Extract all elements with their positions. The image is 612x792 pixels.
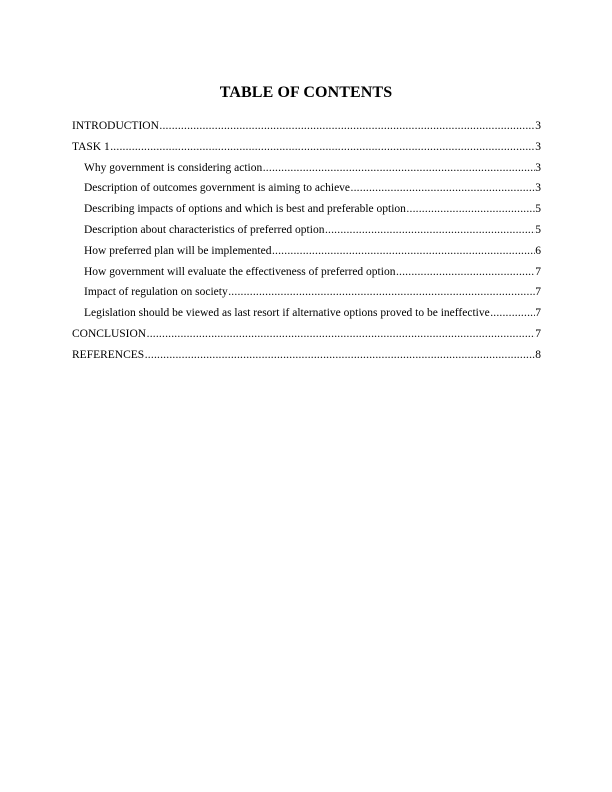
toc-dot-leader	[228, 282, 535, 303]
toc-entry-label: REFERENCES	[72, 348, 145, 361]
toc-page-number: 3	[535, 182, 541, 195]
toc-dot-leader	[272, 241, 535, 262]
toc-page-number: 7	[535, 286, 541, 299]
toc-entry-characteristics[interactable]	[72, 220, 541, 241]
toc-page-number: 7	[535, 327, 541, 340]
toc-entry-why-government[interactable]	[72, 158, 541, 179]
toc-dot-leader	[263, 158, 535, 179]
toc-dot-leader	[145, 345, 535, 366]
toc-page-number: 7	[535, 265, 541, 278]
toc-entry-task-1[interactable]	[72, 137, 541, 158]
toc-entry-outcomes[interactable]	[72, 178, 541, 199]
toc-entry-label: CONCLUSION	[72, 327, 147, 340]
toc-dot-leader	[159, 116, 534, 137]
toc-dot-leader	[351, 178, 535, 199]
toc-entry-label: How preferred plan will be implemented	[84, 244, 272, 257]
toc-entry-label: Why government is considering action	[84, 161, 263, 174]
toc-page-number: 5	[535, 203, 541, 216]
toc-entry-conclusion[interactable]	[72, 324, 541, 345]
toc-entry-label: Description of outcomes government is aiming to achieve	[84, 182, 351, 195]
toc-dot-leader	[325, 220, 535, 241]
toc-page-number: 8	[535, 348, 541, 361]
page-title: TABLE OF CONTENTS	[219, 84, 393, 101]
toc-dot-leader	[110, 137, 535, 158]
toc-entry-impacts-of-options[interactable]	[72, 199, 541, 220]
toc-entry-label: Impact of regulation on society	[84, 286, 228, 299]
toc-page-number: 3	[535, 140, 541, 153]
toc-page-number: 3	[535, 120, 541, 132]
toc-dot-leader	[396, 262, 535, 283]
toc-dot-leader	[406, 199, 534, 220]
toc-entry-label: Legislation should be viewed as last resort if alternative options proved to be ineffective	[84, 307, 490, 320]
toc-entry-implementation[interactable]	[72, 241, 541, 262]
toc-entry-label: How government will evaluate the effectiveness of preferred option	[84, 265, 396, 278]
toc-entry-legislation[interactable]	[72, 303, 541, 324]
toc-page-number: 6	[535, 244, 541, 257]
toc-entry-label: TASK 1	[72, 140, 110, 153]
toc-entry-label: Description about characteristics of preferred option	[84, 223, 325, 236]
toc-entry-label: Describing impacts of options and which is best and preferable option	[84, 203, 406, 216]
toc-list	[72, 116, 541, 366]
toc-page-number: 5	[535, 223, 541, 236]
toc-entry-introduction[interactable]	[72, 116, 541, 137]
toc-page-number: 3	[535, 161, 541, 174]
toc-dot-leader	[147, 324, 535, 345]
toc-dot-leader	[490, 303, 535, 324]
toc-entry-evaluation[interactable]	[72, 262, 541, 283]
toc-page-number: 7	[535, 307, 541, 320]
toc-entry-impact-of-regulation[interactable]	[72, 282, 541, 303]
toc-entry-references[interactable]	[72, 345, 541, 366]
toc-entry-label: INTRODUCTION	[72, 120, 159, 132]
